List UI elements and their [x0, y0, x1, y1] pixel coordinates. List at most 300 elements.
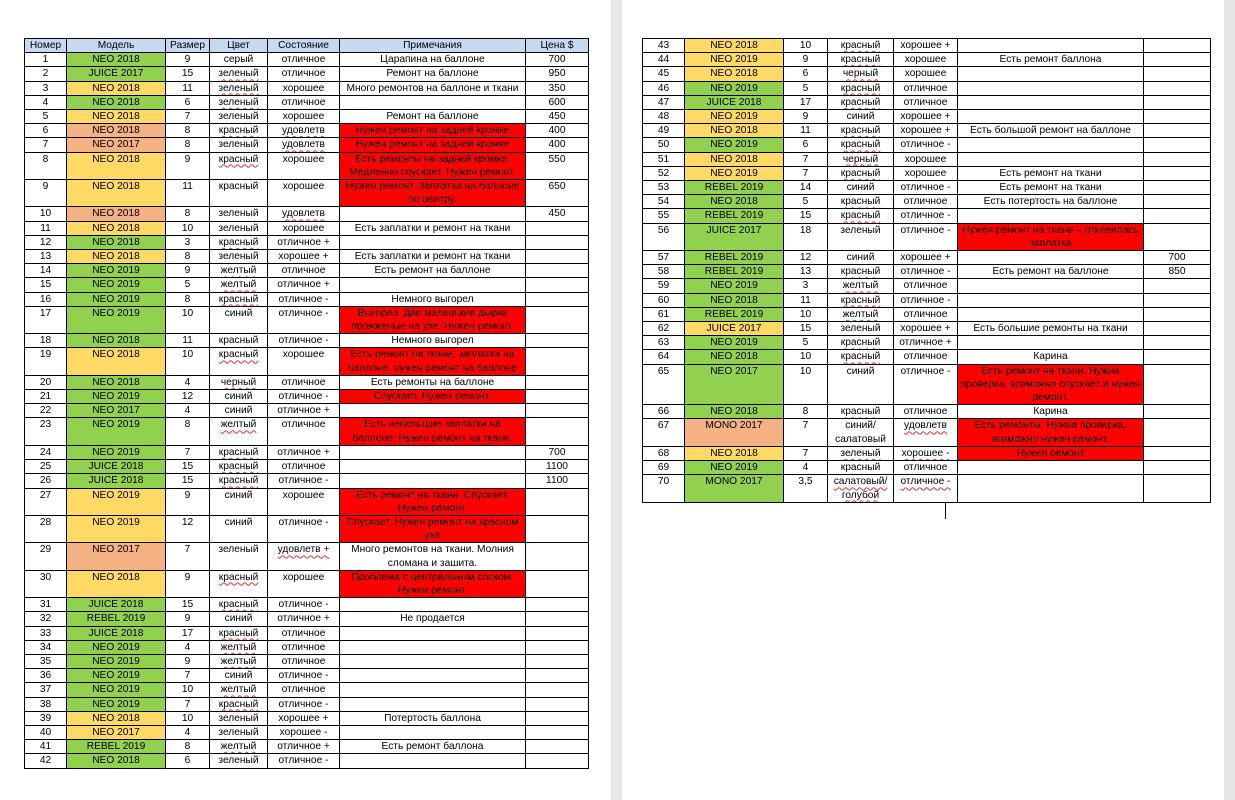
condition-text: отличное [903, 196, 948, 208]
table-row [25, 515, 589, 542]
price-cell [526, 404, 589, 418]
color-text: желтый [220, 279, 257, 291]
note-cell [340, 598, 526, 612]
size-cell [166, 626, 210, 640]
row-number-cell [25, 334, 67, 348]
size-cell [784, 95, 828, 109]
condition-text: хорошее + [278, 251, 329, 263]
document-page-left [0, 0, 611, 800]
table-row [25, 488, 589, 515]
price-cell [526, 515, 589, 542]
row-number-cell [25, 250, 67, 264]
price-text: 650 [548, 181, 566, 193]
color-text: красный [218, 236, 259, 248]
size-text: 11 [182, 82, 193, 94]
color-text: зеленый [840, 323, 881, 335]
size-text: 6 [802, 139, 809, 151]
model-text: JUICE 2017 [706, 224, 762, 236]
size-cell [784, 475, 828, 502]
model-text: JUICE 2017 [706, 323, 762, 335]
model-text: NEO 2018 [710, 351, 758, 363]
color-text: зеленый [218, 755, 259, 767]
table-header-row [25, 39, 589, 53]
row-number-cell [643, 446, 685, 460]
note-cell [340, 306, 526, 333]
table-row [25, 740, 589, 754]
note-cell [958, 110, 1144, 124]
note-cell [340, 488, 526, 515]
model-cell [67, 53, 166, 67]
price-text: 850 [1168, 266, 1186, 278]
condition-text: отличное - [278, 391, 329, 403]
size-cell [784, 110, 828, 124]
condition-cell [268, 375, 340, 389]
row-number-text: 18 [39, 335, 52, 347]
note-text: Нужен ремонт на задней кромке [355, 139, 510, 151]
color-text: желтый [220, 655, 257, 667]
table-row [25, 124, 589, 138]
condition-text: отличное [281, 419, 326, 431]
size-text: 11 [800, 294, 811, 306]
model-text: NEO 2019 [710, 167, 758, 179]
color-cell [210, 515, 268, 542]
row-number-cell [643, 265, 685, 279]
table-row [643, 350, 1211, 364]
size-cell [166, 334, 210, 348]
price-cell [1144, 461, 1211, 475]
table-row [25, 138, 589, 152]
row-number-cell [25, 278, 67, 292]
row-number-cell [25, 598, 67, 612]
table-row [25, 278, 589, 292]
note-text: Много ремонтов на баллоне и ткани [346, 82, 519, 94]
row-number-cell [25, 264, 67, 278]
size-text: 7 [184, 544, 191, 556]
condition-cell [894, 419, 958, 446]
table-row [25, 110, 589, 124]
size-cell [166, 138, 210, 152]
size-cell [784, 138, 828, 152]
row-number-cell [25, 570, 67, 597]
price-text: 450 [548, 208, 566, 220]
color-text: синий [224, 489, 253, 501]
note-text: Царапина на баллоне [380, 54, 485, 66]
color-cell [828, 53, 894, 67]
color-cell [828, 265, 894, 279]
condition-text: удовлетв [282, 208, 325, 220]
size-cell [784, 446, 828, 460]
color-cell [210, 626, 268, 640]
condition-cell [268, 95, 340, 109]
table-row [25, 598, 589, 612]
condition-cell [268, 740, 340, 754]
color-cell [828, 209, 894, 223]
condition-text: отличное - [278, 755, 329, 767]
size-cell [784, 336, 828, 350]
condition-text: отличное - [278, 335, 329, 347]
model-text: NEO 2018 [92, 571, 140, 583]
color-cell [210, 711, 268, 725]
condition-text: отличное [903, 82, 948, 94]
note-cell [958, 251, 1144, 265]
row-number-cell [643, 251, 685, 265]
note-cell [958, 475, 1144, 502]
note-cell [340, 95, 526, 109]
price-cell [526, 124, 589, 138]
row-number-cell [25, 180, 67, 207]
row-number-cell [643, 195, 685, 209]
row-number-text: 1 [42, 54, 49, 66]
note-text: Есть большой ремонт на баллоне [970, 125, 1131, 137]
size-text: 15 [181, 475, 194, 487]
color-cell [210, 152, 268, 179]
size-text: 6 [184, 755, 191, 767]
note-cell [958, 67, 1144, 81]
note-text: Нужен ремонт [1016, 447, 1085, 459]
size-text: 10 [799, 308, 812, 320]
model-text: NEO 2018 [92, 712, 140, 724]
model-cell [67, 418, 166, 445]
color-cell [210, 53, 268, 67]
row-number-text: 56 [657, 224, 670, 236]
note-text: Карина [1033, 351, 1068, 363]
condition-text: отличное - [278, 670, 329, 682]
color-text: красный [218, 153, 259, 165]
color-text: зеленый [218, 712, 259, 724]
row-number-text: 37 [39, 684, 52, 696]
condition-text: хорошее + [900, 323, 951, 335]
column-header: Размер [166, 39, 210, 53]
price-cell [526, 390, 589, 404]
price-cell [526, 445, 589, 459]
model-text: NEO 2018 [92, 251, 140, 263]
size-cell [166, 375, 210, 389]
row-number-text: 52 [657, 167, 670, 179]
row-number-cell [643, 67, 685, 81]
note-cell [340, 418, 526, 445]
condition-cell [268, 654, 340, 668]
model-text: NEO 2018 [92, 82, 140, 94]
model-text: NEO 2019 [92, 641, 140, 653]
size-text: 9 [184, 571, 191, 583]
size-cell [166, 697, 210, 711]
color-text: зеленый [218, 726, 259, 738]
price-cell [1144, 95, 1211, 109]
model-text: NEO 2019 [92, 419, 140, 431]
color-cell [210, 334, 268, 348]
color-text: зеленый [218, 68, 259, 80]
note-cell [340, 404, 526, 418]
row-number-cell [643, 81, 685, 95]
row-number-text: 7 [42, 139, 49, 151]
size-cell [166, 683, 210, 697]
color-text: красный [218, 349, 259, 361]
model-text: NEO 2019 [710, 139, 758, 151]
condition-cell [268, 543, 340, 570]
size-cell [166, 221, 210, 235]
color-text: желтый [220, 741, 257, 753]
table-row [643, 181, 1211, 195]
row-number-cell [25, 306, 67, 333]
price-cell [1144, 293, 1211, 307]
row-number-cell [25, 53, 67, 67]
condition-text: хорошее - [901, 447, 950, 459]
color-text: красный [218, 335, 259, 347]
condition-cell [894, 223, 958, 250]
model-cell [67, 250, 166, 264]
row-number-text: 53 [657, 182, 670, 194]
condition-text: отличное [903, 351, 948, 363]
condition-text: отличное - [278, 475, 329, 487]
condition-cell [268, 306, 340, 333]
note-cell [340, 375, 526, 389]
color-text: черный [842, 68, 879, 80]
row-number-cell [25, 474, 67, 488]
price-cell [526, 110, 589, 124]
color-cell [828, 251, 894, 265]
size-text: 10 [181, 222, 194, 234]
model-text: NEO 2017 [710, 365, 758, 377]
size-text: 3 [802, 280, 809, 292]
color-cell [828, 138, 894, 152]
color-text: синий [224, 613, 253, 625]
model-cell [67, 598, 166, 612]
note-text: Ремонт на баллоне [386, 68, 479, 80]
condition-text: отличное [281, 68, 326, 80]
size-text: 17 [799, 96, 812, 108]
row-number-cell [25, 488, 67, 515]
condition-cell [894, 405, 958, 419]
table-row [25, 683, 589, 697]
row-number-text: 61 [657, 308, 670, 320]
model-text: REBEL 2019 [704, 252, 764, 264]
color-text: красный [840, 210, 881, 222]
condition-text: удовлетв [904, 420, 947, 432]
price-text: 700 [1168, 252, 1186, 264]
color-text: синий [846, 365, 875, 377]
model-text: NEO 2019 [92, 698, 140, 710]
condition-text: отличное + [277, 613, 330, 625]
color-cell [828, 181, 894, 195]
size-cell [166, 95, 210, 109]
model-text: NEO 2019 [710, 280, 758, 292]
model-text: NEO 2018 [710, 125, 758, 137]
condition-cell [268, 124, 340, 138]
color-cell [210, 418, 268, 445]
row-number-cell [643, 279, 685, 293]
price-text: 450 [548, 111, 566, 123]
condition-cell [894, 446, 958, 460]
row-number-text: 59 [657, 280, 670, 292]
note-text: Немного выгорел [391, 335, 474, 347]
model-cell [67, 488, 166, 515]
condition-cell [894, 195, 958, 209]
color-cell [210, 654, 268, 668]
row-number-cell [25, 221, 67, 235]
model-cell [67, 264, 166, 278]
table-row [25, 669, 589, 683]
table-row [25, 348, 589, 375]
model-text: REBEL 2019 [704, 308, 764, 320]
row-number-text: 63 [657, 337, 670, 349]
row-number-text: 31 [39, 599, 52, 611]
color-cell [828, 166, 894, 180]
condition-cell [894, 138, 958, 152]
table-row [25, 654, 589, 668]
row-number-text: 9 [42, 181, 49, 193]
condition-cell [268, 221, 340, 235]
color-cell [828, 293, 894, 307]
condition-text: отличное - [278, 599, 329, 611]
model-cell [67, 235, 166, 249]
note-text: Есть ремонт баллона [999, 54, 1102, 66]
row-number-text: 22 [39, 405, 52, 417]
column-header: Модель [67, 39, 166, 53]
row-number-text: 5 [42, 111, 49, 123]
condition-text: хорошее [904, 68, 947, 80]
row-number-text: 34 [39, 641, 52, 653]
row-number-cell [643, 336, 685, 350]
row-number-cell [643, 209, 685, 223]
condition-text: отличное - [900, 182, 951, 194]
note-cell [340, 654, 526, 668]
color-cell [210, 598, 268, 612]
model-text: NEO 2017 [92, 139, 140, 151]
size-cell [784, 152, 828, 166]
size-cell [166, 67, 210, 81]
column-header: Цена $ [526, 39, 589, 53]
model-cell [67, 278, 166, 292]
color-text: красный [218, 627, 259, 639]
size-cell [784, 322, 828, 336]
price-cell [526, 725, 589, 739]
note-cell [958, 293, 1144, 307]
size-cell [166, 404, 210, 418]
model-text: NEO 2019 [92, 265, 140, 277]
row-number-cell [643, 124, 685, 138]
color-cell [828, 195, 894, 209]
condition-text: отличное [903, 406, 948, 418]
model-text: REBEL 2019 [704, 182, 764, 194]
color-cell [828, 322, 894, 336]
size-cell [166, 654, 210, 668]
note-text: Есть ремонт на ткани [999, 182, 1102, 194]
price-cell [526, 53, 589, 67]
condition-cell [268, 418, 340, 445]
note-cell [958, 181, 1144, 195]
row-number-text: 62 [657, 323, 670, 335]
row-number-cell [25, 418, 67, 445]
note-text: Выгорел. Две маленькие дырки прожженые на ухе. Нужен ремонт. [351, 307, 514, 333]
size-text: 15 [181, 461, 194, 473]
price-cell [1144, 138, 1211, 152]
size-text: 12 [799, 252, 812, 264]
model-cell [685, 181, 784, 195]
row-number-text: 27 [39, 489, 52, 501]
condition-cell [268, 278, 340, 292]
condition-cell [894, 95, 958, 109]
table-row [643, 195, 1211, 209]
size-cell [166, 264, 210, 278]
condition-text: хорошее [904, 153, 947, 165]
row-number-cell [25, 292, 67, 306]
condition-text: отличное - [278, 516, 329, 528]
condition-cell [894, 124, 958, 138]
size-cell [166, 418, 210, 445]
color-text: синий [224, 391, 253, 403]
note-text: Есть ремонты на баллоне [370, 376, 495, 388]
row-number-text: 13 [39, 251, 52, 263]
note-cell [340, 53, 526, 67]
model-cell [67, 390, 166, 404]
model-text: MONO 2017 [705, 476, 763, 488]
size-cell [166, 110, 210, 124]
color-cell [828, 279, 894, 293]
condition-cell [894, 181, 958, 195]
table-row [25, 235, 589, 249]
condition-cell [894, 251, 958, 265]
size-text: 9 [802, 54, 809, 66]
price-cell [526, 152, 589, 179]
note-cell [958, 322, 1144, 336]
condition-text: хорошее + [900, 40, 951, 51]
note-cell [958, 364, 1144, 405]
size-text: 12 [181, 516, 194, 528]
color-text: синий [224, 405, 253, 417]
size-cell [166, 754, 210, 768]
row-number-text: 47 [657, 96, 670, 108]
row-number-text: 16 [39, 293, 52, 305]
size-text: 4 [184, 376, 191, 388]
price-text: 1100 [546, 475, 568, 487]
note-cell [958, 152, 1144, 166]
row-number-cell [25, 95, 67, 109]
color-cell [210, 180, 268, 207]
note-cell [340, 754, 526, 768]
color-cell [210, 67, 268, 81]
condition-cell [894, 209, 958, 223]
inventory-table-left [24, 38, 589, 769]
condition-text: отличное + [277, 741, 330, 753]
row-number-text: 12 [39, 236, 52, 248]
model-text: JUICE 2017 [88, 68, 144, 80]
condition-text: удовлетв + [277, 544, 330, 556]
price-cell [526, 598, 589, 612]
color-cell [828, 461, 894, 475]
color-cell [210, 740, 268, 754]
table-row [25, 292, 589, 306]
condition-cell [268, 683, 340, 697]
condition-text: отличное - [900, 210, 951, 222]
color-text: красный [218, 475, 259, 487]
color-text: желтый [220, 641, 257, 653]
price-cell [1144, 39, 1211, 53]
size-cell [166, 278, 210, 292]
color-text: красный [840, 266, 881, 278]
color-cell [210, 95, 268, 109]
condition-text: отличное + [277, 405, 330, 417]
color-text: красный [218, 571, 259, 583]
row-number-text: 58 [657, 266, 670, 278]
color-cell [210, 348, 268, 375]
row-number-cell [643, 95, 685, 109]
row-number-cell [25, 138, 67, 152]
note-cell [958, 336, 1144, 350]
size-cell [166, 124, 210, 138]
color-cell [210, 124, 268, 138]
price-text: 400 [548, 125, 566, 137]
table-row [25, 612, 589, 626]
